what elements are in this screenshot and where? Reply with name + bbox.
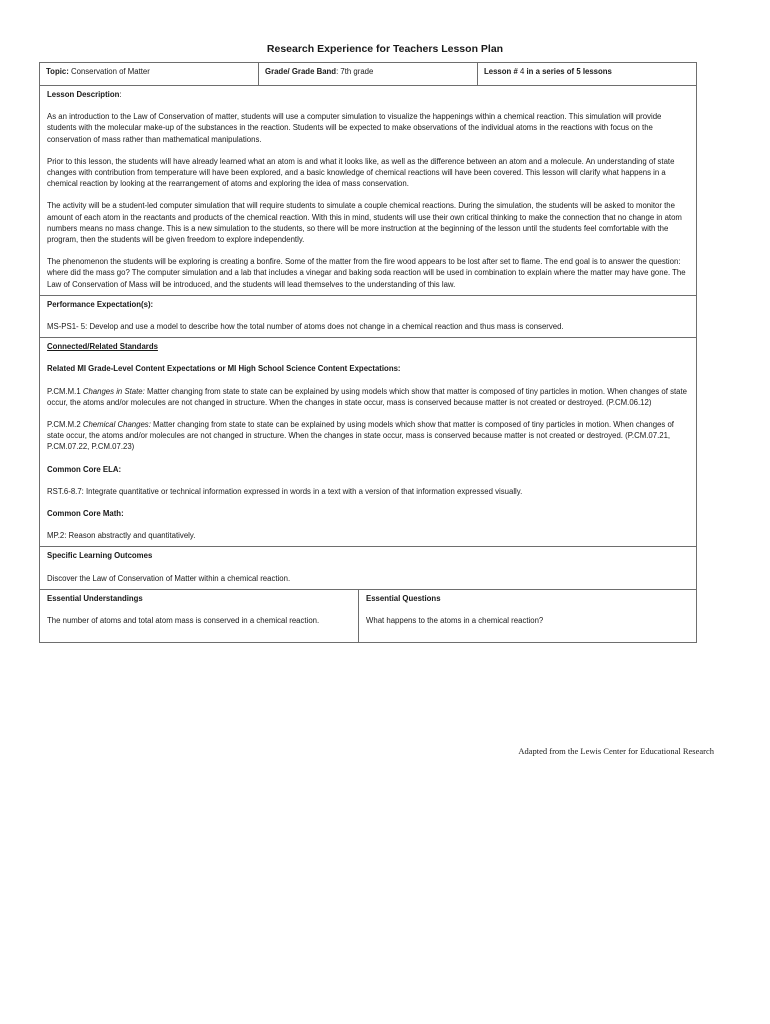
grade-label: Grade/ Grade Band	[265, 67, 337, 76]
learning-outcomes-section	[40, 547, 696, 589]
ela-heading: Common Core ELA:	[47, 464, 122, 474]
essential-questions-cell	[359, 590, 696, 642]
standards-heading: Connected/Related Standards	[47, 342, 158, 352]
questions-text: What happens to the atoms in a chemical reaction?	[366, 616, 544, 626]
outcomes-heading: Specific Learning Outcomes	[47, 551, 153, 561]
description-paragraph: The activity will be a student-led computer simulation that will require students to simulate a couple chemical reactions. During the simulation, the students will be asked to monitor the amount of each atom in the reactants and products of the chemical reaction. With this in mind, students will use their own critical thinking to make the connection that no change in atom numbers means no mass change. This is a new simulation to the students, so there will be more instruction at the beginning of the lesson until the students feel comfortable with the program, then the students will be given freedom to explore independently.	[47, 201, 682, 245]
standard-text: Matter changing from state to state can be explained by using models which show that matter is composed of tiny particles in motion. When changes of state occur, the atoms and/or molecules are not changed in structure. When the changes in state occur, mass is conserved because matter is not created or destroyed. (P.CM.07.21, P.CM.07.22, P.CM.07.23)	[47, 420, 674, 452]
standards-section	[40, 338, 696, 547]
standard-item	[47, 386, 689, 408]
lesson-number-cell	[478, 63, 696, 85]
lesson-series: in a series of 5 lessons	[526, 67, 612, 76]
topic-cell	[40, 63, 259, 85]
topic-value: Conservation of Matter	[68, 67, 150, 76]
standard-name: Chemical Changes:	[82, 420, 151, 430]
attribution-footer: Adapted from the Lewis Center for Educational Research	[518, 746, 714, 756]
ela-text: RST.6-8.7: Integrate quantitative or technical information expressed in words in a text with a version of that information expressed visually.	[47, 486, 523, 496]
description-paragraph: Prior to this lesson, the students will have already learned what an atom is and what it looks like, as well as the difference between an atom and a molecule. An understanding of state changes with contribution from temperature will have been explored, and a basic knowledge of chemical reactions will have been covered. This lesson will clarify what happens in a chemical reaction by looking at the rearrangement of atoms and exploring the idea of mass conservation.	[47, 156, 675, 189]
lesson-description-colon: :	[119, 90, 122, 99]
questions-heading: Essential Questions	[366, 593, 441, 603]
grade-value: : 7th grade	[336, 67, 374, 76]
math-text: MP.2: Reason abstractly and quantitatively.	[47, 531, 196, 541]
description-paragraph: As an introduction to the Law of Conservation of matter, students will use a computer simulation to visualize the happenings within a chemical reaction. This simulation will provide students with the molecular make-up of the substances in the reaction. Students will be expected to make observations of the individual atoms in the reactions with focus on the conservation of mass rather than mathematical manipulations.	[47, 112, 662, 144]
standard-code: P.CM.M.2	[47, 420, 83, 430]
standard-text: Matter changing from state to state can be explained by using models which show that matter is composed of tiny particles in motion. When changes of state occur, the atoms and/or molecules are not changed in structure. When the changes in state occur, mass is conserved because matter is not created or destroyed. (P.CM.06.12)	[47, 386, 687, 407]
performance-expectation-section	[40, 296, 696, 338]
essential-section	[40, 590, 696, 642]
understandings-heading: Essential Understandings	[47, 593, 143, 603]
math-heading: Common Core Math:	[47, 509, 124, 519]
standard-item	[47, 419, 689, 453]
header-row	[40, 63, 696, 86]
lesson-number: 4	[517, 67, 527, 76]
document-title: Research Experience for Teachers Lesson Plan	[266, 43, 504, 55]
lesson-description-heading: Lesson Description	[47, 90, 120, 99]
standard-name: Changes in State:	[82, 386, 145, 396]
description-paragraph: The phenomenon the students will be exploring is creating a bonfire. Some of the matter from the fire wood appears to be lost after set to flame. The end goal is to answer the question: where did the mass go? The computer simulation and a lab that includes a vinegar and baking soda reaction will be used in combination to explain where the matter may have gone. The Law of Conservation of Mass will be introduced, and the students will lead themselves to the understanding of this law.	[47, 257, 686, 289]
topic-label: Topic:	[46, 67, 69, 76]
mi-standards-heading: Related MI Grade-Level Content Expectations or MI High School Science Content Expectations:	[47, 364, 401, 374]
outcomes-text: Discover the Law of Conservation of Matter within a chemical reaction.	[47, 573, 291, 583]
lesson-description-section	[40, 86, 696, 296]
performance-heading: Performance Expectation(s):	[47, 299, 154, 309]
grade-cell	[259, 63, 478, 85]
standard-code: P.CM.M.1	[47, 386, 83, 396]
lesson-label: Lesson #	[484, 67, 518, 76]
lesson-plan-table	[39, 62, 697, 643]
essential-understandings-cell	[40, 590, 359, 642]
performance-text: MS-PS1- 5: Develop and use a model to describe how the total number of atoms does not change in a chemical reaction and thus mass is conserved.	[47, 322, 564, 332]
understandings-text: The number of atoms and total atom mass is conserved in a chemical reaction.	[47, 616, 320, 626]
